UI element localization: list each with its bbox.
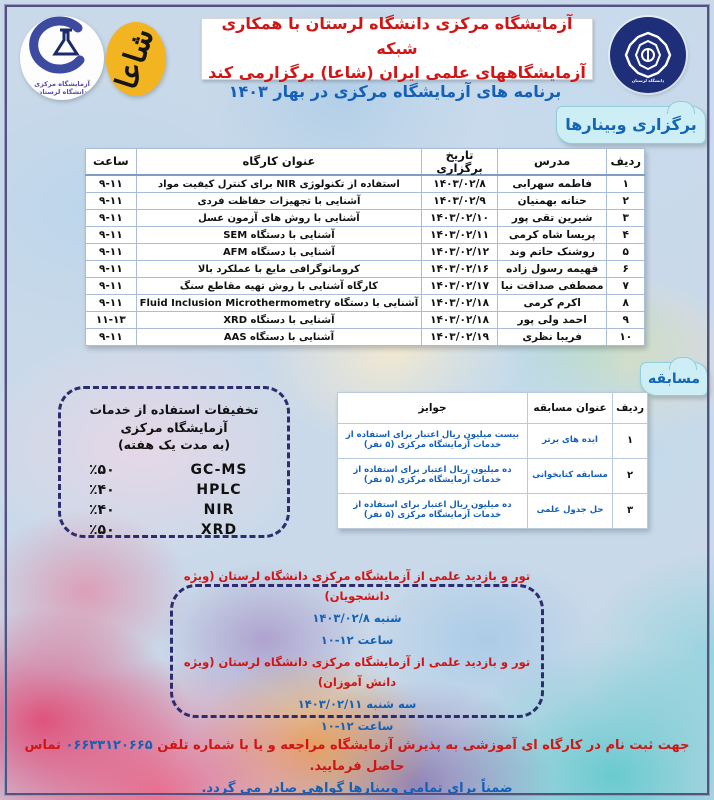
shaa-calligraphy: شاعا [109, 24, 162, 94]
webinar-cell-date: ۱۴۰۳/۰۲/۸ [422, 175, 498, 193]
webinar-cell-title: کارگاه آشنایی با روش تهیه مقاطع سنگ [136, 278, 422, 295]
webinar-row [86, 295, 645, 312]
webinar-row [86, 278, 645, 295]
webinar-cell-title: آشنایی با دستگاه AFM [136, 244, 422, 261]
webinar-cell-instructor: فریبا نظری [497, 329, 607, 346]
competition-cell-prize: بیست میلیون ریال اعتبار برای استفاده از خدمات آزمایشگاه مرکزی (۵ نفر) [338, 424, 528, 459]
competition-banner: مسابقه [640, 362, 708, 396]
webinars-col-header: ساعت [86, 149, 137, 176]
phone-number: ۰۶۶۳۳۱۲۰۶۶۵ [65, 738, 153, 753]
webinars-table-header-row [86, 149, 645, 176]
webinar-cell-title: کروماتوگرافی مایع با عملکرد بالا [136, 261, 422, 278]
competition-cell-title: ایده های برتر [527, 424, 612, 459]
webinar-cell-date: ۱۴۰۳/۰۲/۱۱ [422, 227, 498, 244]
webinar-cell-date: ۱۴۰۳/۰۲/۱۲ [422, 244, 498, 261]
competition-cell-title: مسابقه کتابخوانی [527, 459, 612, 494]
tours-box [170, 568, 544, 733]
central-lab-emblem-icon [20, 16, 104, 78]
webinar-row [86, 193, 645, 210]
webinars-col-header: تاریخ برگزاری [422, 149, 498, 176]
webinars-col-header: ردیف [607, 149, 645, 176]
webinar-cell-time: ۹-۱۱ [86, 261, 137, 278]
webinar-row [86, 329, 645, 346]
webinar-cell-time: ۹-۱۱ [86, 244, 137, 261]
university-caption: دانشگاه لرستان [631, 78, 665, 83]
webinar-row [86, 244, 645, 261]
webinar-cell-instructor: فهیمه رسول زاده [497, 261, 607, 278]
webinar-cell-instructor: مصطفی صداقت نیا [497, 278, 607, 295]
webinar-row [86, 227, 645, 244]
webinars-col-header: عنوان کارگاه [136, 149, 422, 176]
webinar-cell-time: ۹-۱۱ [86, 227, 137, 244]
webinar-cell-time: ۹-۱۱ [86, 175, 137, 193]
discounts-list [61, 460, 287, 541]
footer [15, 736, 699, 800]
discount-instrument: XRD [200, 522, 238, 539]
webinar-cell-date: ۱۴۰۳/۰۲/۱۹ [422, 329, 498, 346]
header-title-box [201, 13, 593, 83]
discounts-title: تخفیفات استفاده از خدمات آزمایشگاه مرکزی (به مدت یک هفته) [89, 402, 259, 452]
title-line-2: آزمایشگاههای علمی ایران (شاعا) برگزارمی کند [208, 63, 586, 83]
webinar-cell-instructor: حنانه بهمنیان [497, 193, 607, 210]
webinar-cell-no: ۱ [607, 175, 645, 193]
webinar-cell-title: آشنایی با دستگاه AAS [136, 329, 422, 346]
webinar-row [86, 210, 645, 227]
webinar-cell-date: ۱۴۰۳/۰۲/۱۰ [422, 210, 498, 227]
webinar-cell-no: ۶ [607, 261, 645, 278]
webinar-cell-date: ۱۴۰۳/۰۲/۱۶ [422, 261, 498, 278]
webinar-cell-time: ۹-۱۱ [86, 193, 137, 210]
competition-row [338, 459, 648, 494]
tour-line: شنبه ۱۴۰۳/۰۲/۸ [312, 611, 402, 626]
footer-registration-line: جهت ثبت نام در کارگاه ای آموزشی به پذیرش آزمایشگاه مراجعه و یا با شماره تلفن ۰۶۶۳۳۱۲۰۶۶۵ تماس حاصل فرمایید. [24, 738, 690, 774]
tour-line: تور و بازدید علمی از آزمایشگاه مرکزی دانشگاه لرستان (ویژه دانش آموزان) [183, 654, 531, 690]
discount-percent: ٪۴۰ [89, 481, 115, 498]
competition-col-header: عنوان مسابقه [527, 393, 612, 424]
webinar-cell-instructor: شیرین تقی پور [497, 210, 607, 227]
webinar-cell-time: ۹-۱۱ [86, 329, 137, 346]
webinar-cell-time: ۹-۱۱ [86, 295, 137, 312]
footer-certificate-line: ضمناً برای تمامی وبینارها گواهی صادر می گردد. [201, 780, 513, 796]
webinar-cell-title: آشنایی با دستگاه Fluid Inclusion Microthermometry [136, 295, 422, 312]
webinar-cell-no: ۹ [607, 312, 645, 329]
webinar-cell-no: ۲ [607, 193, 645, 210]
tour-line: تور و بازدید علمی از آزمایشگاه مرکزی دانشگاه لرستان (ویژه دانشجویان) [183, 568, 531, 604]
webinar-cell-date: ۱۴۰۳/۰۲/۹ [422, 193, 498, 210]
discount-percent: ٪۵۰ [89, 522, 115, 539]
competition-table [337, 392, 648, 529]
webinar-cell-time: ۹-۱۱ [86, 210, 137, 227]
webinar-cell-title: آشنایی با روش های آزمون عسل [136, 210, 422, 227]
competition-col-header: ردیف [613, 393, 648, 424]
header-subtitle: برنامه های آزمایشگاه مرکزی در بهار ۱۴۰۳ [228, 82, 562, 101]
discount-percent: ٪۵۰ [89, 461, 115, 478]
webinar-row [86, 175, 645, 193]
webinar-cell-instructor: اکرم کرمی [497, 295, 607, 312]
university-emblem-icon [618, 25, 678, 85]
tour-line: ساعت ۱۲-۱۰ [320, 718, 394, 733]
central-lab-caption: آزمایشگاه مرکزی دانشگاه لرستان [34, 80, 90, 97]
discount-item [61, 460, 287, 480]
webinar-cell-instructor: احمد ولی پور [497, 312, 607, 329]
competition-cell-no: ۱ [613, 424, 648, 459]
webinar-row [86, 312, 645, 329]
tour-line: ساعت ۱۲-۱۰ [320, 632, 394, 647]
competition-col-header: جوایز [338, 393, 528, 424]
shaa-network-logo-icon [106, 22, 166, 96]
webinar-cell-instructor: روشنک حاتم وند [497, 244, 607, 261]
title-line-1: آزمایشگاه مرکزی دانشگاه لرستان با همکاری شبکه [221, 13, 573, 58]
webinar-cell-time: ۱۱-۱۳ [86, 312, 137, 329]
webinars-table [85, 148, 645, 346]
webinar-cell-no: ۴ [607, 227, 645, 244]
webinar-cell-no: ۱۰ [607, 329, 645, 346]
webinar-cell-time: ۹-۱۱ [86, 278, 137, 295]
discount-item [61, 480, 287, 500]
webinar-cell-date: ۱۴۰۳/۰۲/۱۷ [422, 278, 498, 295]
discount-instrument: HPLC [196, 481, 242, 498]
discounts-box [58, 386, 290, 538]
webinar-cell-no: ۷ [607, 278, 645, 295]
competition-cell-prize: ده میلیون ریال اعتبار برای استفاده از خدمات آزمایشگاه مرکزی (۵ نفر) [338, 459, 528, 494]
webinar-cell-instructor: فاطمه سهرابی [497, 175, 607, 193]
webinar-cell-date: ۱۴۰۳/۰۲/۱۸ [422, 295, 498, 312]
webinar-cell-title: آشنایی با دستگاه XRD [136, 312, 422, 329]
discount-instrument: NIR [203, 502, 235, 519]
competition-cell-title: حل جدول علمی [527, 494, 612, 529]
webinar-cell-instructor: پریسا شاه کرمی [497, 227, 607, 244]
competition-row [338, 494, 648, 529]
competition-cell-prize: ده میلیون ریال اعتبار برای استفاده از خدمات آزمایشگاه مرکزی (۵ نفر) [338, 494, 528, 529]
webinar-row [86, 261, 645, 278]
webinar-cell-date: ۱۴۰۳/۰۲/۱۸ [422, 312, 498, 329]
webinar-cell-no: ۵ [607, 244, 645, 261]
competition-table-header-row [338, 393, 648, 424]
competition-cell-no: ۲ [613, 459, 648, 494]
webinar-cell-no: ۸ [607, 295, 645, 312]
webinar-cell-no: ۳ [607, 210, 645, 227]
webinar-cell-title: آشنایی با تجهیزات حفاظت فردی [136, 193, 422, 210]
competition-cell-no: ۳ [613, 494, 648, 529]
discount-item [61, 500, 287, 520]
webinar-cell-title: آشنایی با دستگاه SEM [136, 227, 422, 244]
central-lab-logo-icon [20, 16, 104, 100]
webinar-cell-title: استفاده از تکنولوژی NIR برای کنترل کیفیت مواد [136, 175, 422, 193]
tour-line: سه شنبه ۱۴۰۳/۰۲/۱۱ [297, 696, 417, 711]
discount-instrument: GC-MS [190, 461, 248, 478]
discount-item [61, 520, 287, 540]
webinars-banner: برگزاری وبینارها [556, 106, 706, 144]
competition-row [338, 424, 648, 459]
webinars-col-header: مدرس [497, 149, 607, 176]
discount-percent: ٪۴۰ [89, 502, 115, 519]
